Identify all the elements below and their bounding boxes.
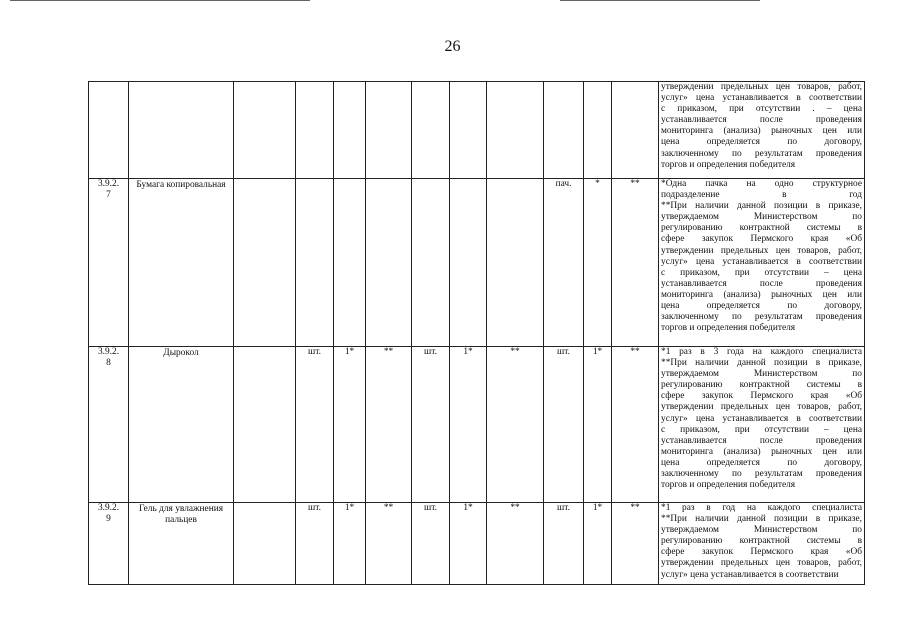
empty-cell — [234, 503, 296, 585]
top-edge-line-right — [560, 0, 760, 1]
value-cell — [584, 82, 612, 179]
note-line: утверждении предельных цен товаров, работ, — [661, 82, 862, 92]
value-cell: шт. — [296, 347, 334, 503]
note-line: сфере закупок Пермского края «Об — [661, 234, 862, 245]
note-line: *1 раз в год на каждого специалиста — [661, 503, 862, 513]
note-line: заключенному по результатам проведения — [661, 469, 862, 480]
value-cell: ** — [612, 347, 659, 503]
value-cell: ** — [487, 503, 544, 585]
item-code-cell: 3.9.2. 7 — [89, 179, 129, 347]
value-cell: 1* — [450, 347, 487, 503]
note-line: регулированию контрактной системы в — [661, 536, 862, 547]
note-line: заключенному по результатам проведения — [661, 312, 862, 323]
note-line: сфере закупок Пермского края «Об — [661, 547, 862, 558]
note-cell — [659, 503, 865, 585]
note-line: регулированию контрактной системы в — [661, 380, 862, 391]
note-line: *Одна пачка на одно структурное — [661, 179, 862, 189]
note-line: устанавливается после проведения — [661, 435, 862, 446]
note-line: с приказом, при отсутствии . – цена — [661, 104, 862, 115]
value-cell: * — [584, 179, 612, 347]
note-line: утверждении предельных цен товаров, работ, — [661, 245, 862, 256]
value-cell: шт. — [544, 503, 584, 585]
item-name-cell: Дырокол — [129, 347, 234, 503]
value-cell — [296, 179, 334, 347]
note-line: мониторинга (анализа) рыночных цен или — [661, 446, 862, 457]
empty-cell — [234, 82, 296, 179]
note-line: цена определяется по договору, — [661, 137, 862, 148]
note-line: заключенному по результатам проведения — [661, 148, 862, 159]
value-cell — [412, 82, 450, 179]
value-cell: ** — [366, 503, 412, 585]
value-cell — [412, 179, 450, 347]
value-cell: пач. — [544, 179, 584, 347]
value-cell — [450, 179, 487, 347]
value-cell — [334, 82, 366, 179]
document-table — [88, 81, 865, 585]
value-cell: шт. — [296, 503, 334, 585]
note-line: утверждении предельных цен товаров, работ, — [661, 402, 862, 413]
value-cell: 1* — [584, 503, 612, 585]
note-line: устанавливается после проведения — [661, 278, 862, 289]
value-cell — [544, 82, 584, 179]
value-cell: ** — [366, 347, 412, 503]
note-line: подразделение в год — [661, 190, 862, 201]
value-cell — [450, 82, 487, 179]
value-cell — [366, 179, 412, 347]
table-row — [89, 179, 865, 347]
value-cell — [612, 82, 659, 179]
item-code-cell: 3.9.2. 9 — [89, 503, 129, 585]
note-line: цена определяется по договору, — [661, 457, 862, 468]
note-line: регулированию контрактной системы в — [661, 223, 862, 234]
value-cell — [334, 179, 366, 347]
note-line: мониторинга (анализа) рыночных цен или — [661, 289, 862, 300]
item-code-cell — [89, 82, 129, 179]
item-name-cell — [129, 82, 234, 179]
note-line: **При наличии данной позиции в приказе, — [661, 201, 862, 212]
note-line: мониторинга (анализа) рыночных цен или — [661, 126, 862, 137]
note-line: сфере закупок Пермского края «Об — [661, 391, 862, 402]
value-cell — [487, 179, 544, 347]
table-row — [89, 347, 865, 503]
value-cell: ** — [487, 347, 544, 503]
note-line: торгов и определения победителя — [661, 323, 796, 334]
value-cell — [296, 82, 334, 179]
note-line: услуг» цена устанавливается в соответствии — [661, 256, 862, 267]
item-code-cell: 3.9.2. 8 — [89, 347, 129, 503]
value-cell — [487, 82, 544, 179]
note-line: утверждаемом Министерством по — [661, 525, 862, 536]
value-cell: 1* — [334, 347, 366, 503]
page-number: 26 — [444, 38, 461, 55]
note-line: с приказом, при отсутствии – цена — [661, 424, 862, 435]
note-cell — [659, 82, 865, 179]
value-cell: ** — [612, 503, 659, 585]
value-cell: шт. — [412, 503, 450, 585]
note-line: утверждаемом Министерством по — [661, 369, 862, 380]
top-edge-line-left — [10, 0, 310, 1]
note-line: утверждении предельных цен товаров, работ, — [661, 558, 862, 569]
note-line: устанавливается после проведения — [661, 115, 862, 126]
note-line: услуг» цена устанавливается в соответствии — [661, 93, 862, 104]
value-cell: 1* — [334, 503, 366, 585]
value-cell: 1* — [584, 347, 612, 503]
note-line: услуг» цена устанавливается в соответствии — [661, 413, 862, 424]
note-cell — [659, 179, 865, 347]
table-row — [89, 503, 865, 585]
value-cell — [366, 82, 412, 179]
note-line: с приказом, при отсутствии – цена — [661, 267, 862, 278]
value-cell: шт. — [544, 347, 584, 503]
value-cell: 1* — [450, 503, 487, 585]
note-line: **При наличии данной позиции в приказе, — [661, 358, 862, 369]
note-line: торгов и определения победителя — [661, 159, 796, 170]
note-line: услуг» цена устанавливается в соответствии — [661, 569, 839, 580]
note-line: торгов и определения победителя — [661, 480, 796, 491]
empty-cell — [234, 347, 296, 503]
item-name-cell: Бумага копировальная — [129, 179, 234, 347]
note-line: **При наличии данной позиции в приказе, — [661, 514, 862, 525]
table-row — [89, 82, 865, 179]
note-cell — [659, 347, 865, 503]
note-line: *1 раз в 3 года на каждого специалиста — [661, 347, 862, 357]
item-name-cell: Гель для увлажнения пальцев — [129, 503, 234, 585]
note-line: утверждаемом Министерством по — [661, 212, 862, 223]
value-cell: шт. — [412, 347, 450, 503]
note-line: цена определяется по договору, — [661, 301, 862, 312]
value-cell: ** — [612, 179, 659, 347]
empty-cell — [234, 179, 296, 347]
